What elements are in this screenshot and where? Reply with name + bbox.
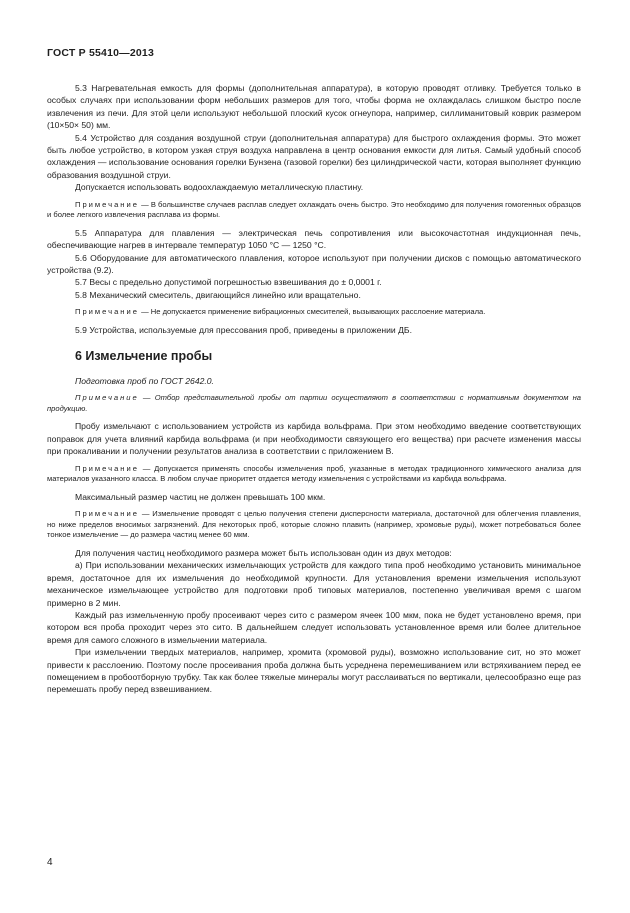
note-label: Примечание [75,393,139,403]
paragraph-hard-materials: При измельчении твердых материалов, например, хромита (хромовой руды), возможно использование сит, но это может привести к расслоению. Поэтому после просеивания проба должна быть усреднена перемешиванием или встряхиванием перед ее помещением в пробоотборную трубку. Так как более тяжелые минералы могут расслаиваться по вертикали, целесообразно еще раз перемешать пробу перед взвешиванием. [47,647,581,695]
note-4 [47,464,581,485]
note-label: Примечание [75,509,139,519]
note-text: — Измельчение проводят с целью получения степени дисперсности материала, достаточной для облегчения плавления, но ниже пределов вносимых загрязнений. Для некоторых проб, которые сложно плавить (например, хромовые руды), может потребоваться более тонкое измельчение — до размера частиц менее 60 мкм. [47,509,581,540]
section-title: 6 Измельчение пробы [75,349,213,364]
paragraph-5-3: 5.3 Нагревательная емкость для формы (дополнительная аппаратура), в которую проводят отливку. Требуется только в особых случаях при использовании форм небольших размеров для того, чтобы форма не охлаждалась слишком быстро после извлечения из печи. Для этой цели используют небольшой плоский кусок огнеупора, например, силлиманитовый коврик размером (10×50× 50) мм. [47,83,581,131]
paragraph-sieving: Каждый раз измельченную пробу просеивают через сито с размером ячеек 100 мкм, пока не будет установлено время, при котором вся проба проходит через это сито. В дальнейшем следует использовать установленное время или более длительное время для самого сложного в измельчении материала. [47,609,581,645]
note-label: Примечание [75,307,139,317]
paragraph-prep: Подготовка проб по ГОСТ 2642.0. [75,375,214,386]
page-number: 4 [47,857,53,868]
note-text: — Не допускается применение вибрационных смесителей, вызывающих расслоение материала. [138,307,486,317]
paragraph-5-7: 5.7 Весы с предельно допустимой погрешностью взвешивания до ± 0,0001 г. [75,277,382,288]
paragraph-water-plate: Допускается использовать водоохлаждаемую металлическую пластину. [75,182,364,193]
note-3 [47,393,581,414]
note-label: Примечание [75,463,139,473]
note-text: — В большинстве случаев расплав следует охлаждать очень быстро. Это необходимо для получения гомогенных образцов и более легкого извлечения расплава из формы. [47,199,581,220]
document-header: ГОСТ Р 55410—2013 [47,47,155,59]
note-2 [47,307,581,318]
note-text: — Отбор представительной пробы от партии осуществляют в соответствии с нормативным документом на продукцию. [47,393,581,413]
note-5 [47,509,581,541]
document-body [47,82,581,696]
paragraph-5-8: 5.8 Механический смеситель, двигающийся линейно или вращательно. [75,289,361,300]
note-1 [47,200,581,221]
paragraph-max-size: Максимальный размер частиц не должен превышать 100 мкм. [75,491,326,502]
paragraph-method-a: а) При использовании механических измельчающих устройств для каждого типа проб необходимо установить минимальное время, достаточное для их измельчения до необходимой крупности. Для установления времени измельчения используют механическое измельчающее устройство для подготовки проб типовых материалов, постепенно увеличивая время с шагом примерно в 2 мин. [47,560,581,608]
note-label: Примечание [75,199,139,209]
paragraph-methods: Для получения частиц необходимого размера может быть использован один из двух методов: [75,547,452,558]
paragraph-5-6: 5.6 Оборудование для автоматического плавления, которое используют при получении дисков с помощью автоматического устройства (9.2). [47,252,581,276]
paragraph-5-9: 5.9 Устройства, используемые для прессования проб, приведены в приложении ДБ. [75,324,412,335]
paragraph-grinding: Пробу измельчают с использованием устройств из карбида вольфрама. При этом необходимо введение соответствующих поправок для учета влияний карбида вольфрама (и при необходимости связующего его вещества) при расчете изменения массы при прокаливании и получении результатов анализа в соответствии с приложением В. [47,421,581,457]
paragraph-5-5: 5.5 Аппаратура для плавления — электрическая печь сопротивления или высокочастотная индукционная печь, обеспечивающие нагрев в интервале температур 1050 °С — 1250 °С. [47,227,581,251]
paragraph-5-4: 5.4 Устройство для создания воздушной струи (дополнительная аппаратура) для быстрого охлаждения формы. Это может быть любое устройство, в котором узкая струя воздуха направлена в центр основания емкости для литья. Самый удобный способ охлаждения — использование основания горелки Бунзена (газовой горелки) без цилиндрической части, которая выполняет функцию образования воздушной струи. [47,132,581,180]
note-text: — Допускается применять способы измельчения проб, указанные в методах традиционного химического анализа для материалов указанного класса. В любом случае приоритет отдается методу измельчения с устройствами из карбида вольфрама. [47,463,581,484]
